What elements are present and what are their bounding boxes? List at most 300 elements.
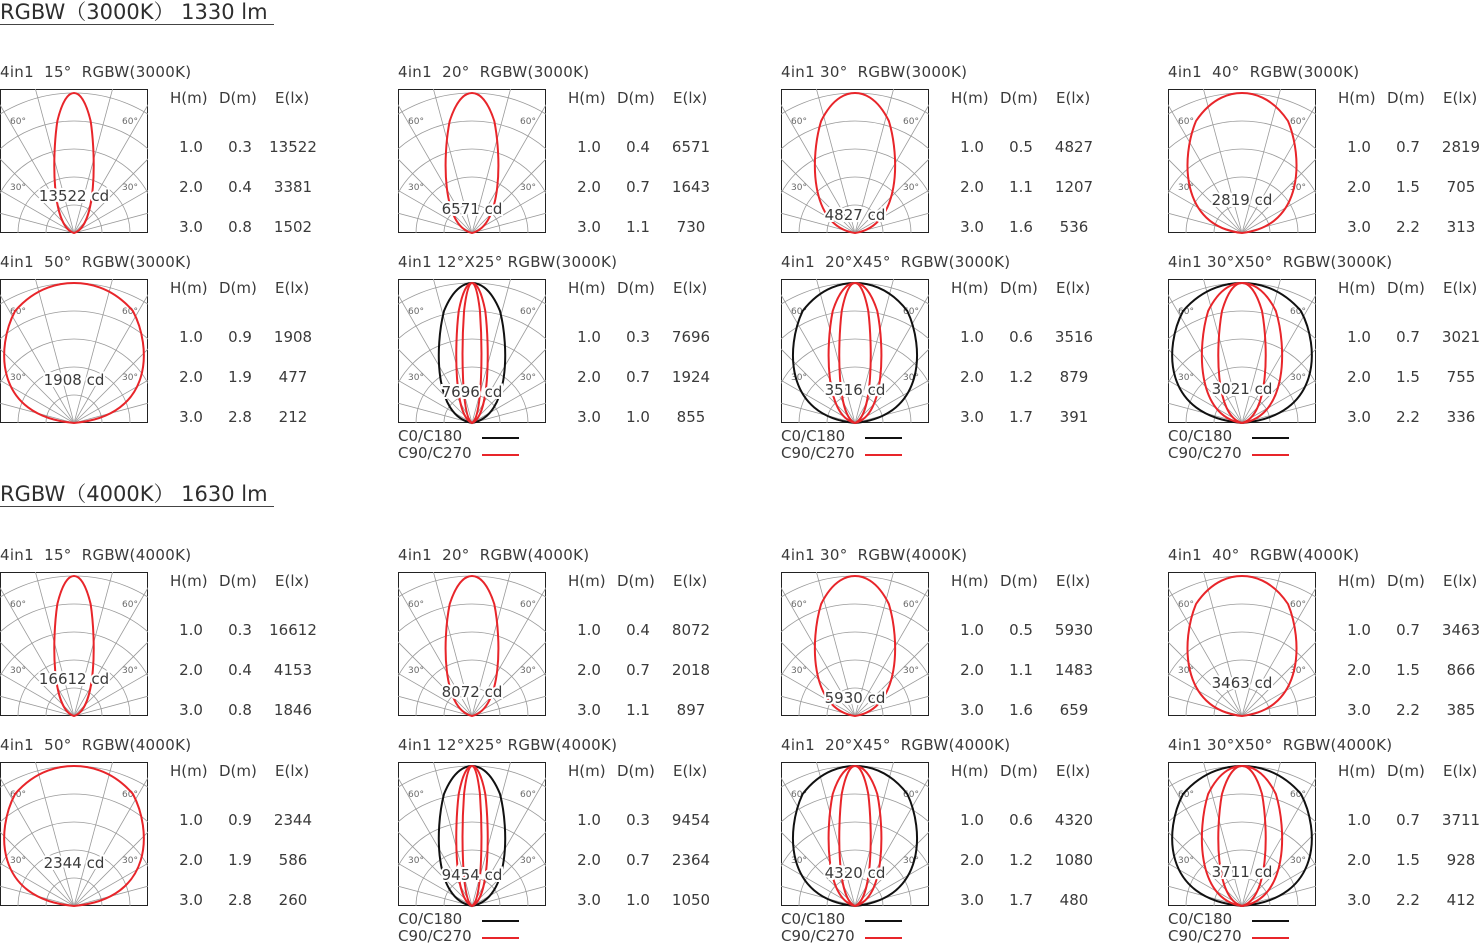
- angle-label-30-left: 30°: [10, 666, 26, 676]
- table-header-e: E(lx): [1056, 572, 1091, 590]
- table-cell-e: 855: [676, 408, 706, 426]
- angle-label-30-left: 30°: [408, 666, 424, 676]
- table-cell-e: 9454: [671, 811, 711, 829]
- table-cell-e: 6571: [671, 138, 711, 156]
- table-cell-d: 1.1: [1009, 178, 1033, 196]
- angle-label-30-left: 30°: [791, 666, 807, 676]
- table-cell-e: 1080: [1054, 851, 1094, 869]
- table-cell-e: 3516: [1054, 328, 1094, 346]
- table-cell-d: 2.2: [1396, 891, 1420, 909]
- panel-title: 4in1 12°X25° RGBW(3000K): [398, 253, 618, 271]
- table-cell-d: 0.9: [228, 328, 252, 346]
- beam-curve-c90-inner: [1218, 766, 1265, 906]
- table-cell-e: 313: [1446, 218, 1476, 236]
- table-header-d: D(m): [617, 89, 655, 107]
- legend-c90-label: C90/C270: [398, 444, 472, 462]
- table-cell-d: 1.9: [228, 851, 252, 869]
- angle-label-30-left: 30°: [791, 856, 807, 866]
- table-header-e: E(lx): [1443, 279, 1478, 297]
- angle-label-60-left: 60°: [791, 307, 807, 317]
- table-header-e: E(lx): [275, 762, 310, 780]
- angle-label-60-right: 60°: [520, 117, 536, 127]
- peak-intensity-label: 2344 cd: [43, 854, 105, 872]
- angle-label-30-left: 30°: [791, 373, 807, 383]
- table-cell-h: 1.0: [960, 621, 984, 639]
- angle-label-60-left: 60°: [408, 117, 424, 127]
- table-cell-h: 3.0: [179, 218, 203, 236]
- angle-label-60-left: 60°: [10, 117, 26, 127]
- table-cell-h: 1.0: [960, 328, 984, 346]
- table-header-d: D(m): [1000, 279, 1038, 297]
- table-cell-e: 7696: [671, 328, 711, 346]
- panel-title: 4in1 12°X25° RGBW(4000K): [398, 736, 618, 754]
- table-header-e: E(lx): [673, 279, 708, 297]
- angle-label-30-right: 30°: [122, 183, 138, 193]
- table-header-e: E(lx): [275, 89, 310, 107]
- photometric-panel: [781, 736, 1111, 945]
- beam-curve-c90-c270: [1202, 766, 1282, 906]
- grid-radial: [0, 267, 74, 423]
- polar-intensity-chart: [781, 89, 929, 233]
- table-cell-d: 0.6: [1009, 328, 1033, 346]
- table-cell-e: 586: [278, 851, 308, 869]
- table-cell-d: 0.7: [626, 368, 650, 386]
- angle-label-60-right: 60°: [903, 600, 919, 610]
- curve-legend: [1168, 911, 1242, 945]
- table-cell-h: 3.0: [179, 408, 203, 426]
- angle-label-30-left: 30°: [10, 183, 26, 193]
- table-cell-e: 336: [1446, 408, 1476, 426]
- beam-curve-c90-c270: [54, 576, 93, 716]
- legend-c90-row: [781, 445, 855, 462]
- beam-curve-c90-inner: [839, 766, 870, 906]
- peak-intensity-label: 3711 cd: [1211, 863, 1273, 881]
- angle-label-60-left: 60°: [10, 600, 26, 610]
- angle-label-60-left: 60°: [408, 790, 424, 800]
- angle-label-60-right: 60°: [1290, 790, 1306, 800]
- table-cell-h: 1.0: [1347, 328, 1371, 346]
- table-cell-d: 0.3: [626, 811, 650, 829]
- legend-c0-line: [482, 437, 519, 439]
- table-cell-d: 1.2: [1009, 368, 1033, 386]
- angle-label-30-left: 30°: [1178, 856, 1194, 866]
- table-cell-e: 4320: [1054, 811, 1094, 829]
- table-cell-h: 3.0: [179, 891, 203, 909]
- angle-label-30-right: 30°: [903, 183, 919, 193]
- table-cell-e: 866: [1446, 661, 1476, 679]
- angle-label-30-right: 30°: [520, 373, 536, 383]
- table-cell-d: 0.3: [228, 621, 252, 639]
- polar-intensity-chart: [398, 762, 546, 906]
- table-header-d: D(m): [1387, 572, 1425, 590]
- beam-curve-c90-c270: [4, 283, 144, 423]
- table-header-d: D(m): [1387, 279, 1425, 297]
- polar-intensity-chart: [398, 279, 546, 423]
- legend-c90-line: [865, 937, 902, 939]
- table-cell-d: 1.6: [1009, 218, 1033, 236]
- angle-label-30-left: 30°: [1178, 666, 1194, 676]
- legend-c0-line: [865, 920, 902, 922]
- panel-title: 4in1 40° RGBW(4000K): [1168, 546, 1360, 564]
- beam-curve-c90-c270: [54, 93, 93, 233]
- table-cell-e: 705: [1446, 178, 1476, 196]
- photometric-panel: [1168, 253, 1481, 462]
- table-header-h: H(m): [951, 89, 989, 107]
- angle-label-60-left: 60°: [1178, 790, 1194, 800]
- polar-intensity-chart: [781, 279, 929, 423]
- table-header-e: E(lx): [673, 572, 708, 590]
- peak-intensity-label: 4320 cd: [824, 864, 886, 882]
- table-header-h: H(m): [951, 762, 989, 780]
- beam-curve-c90-c270: [1187, 93, 1296, 233]
- table-cell-e: 659: [1059, 701, 1089, 719]
- table-header-h: H(m): [170, 572, 208, 590]
- photometric-panel: [398, 253, 728, 462]
- angle-label-60-left: 60°: [10, 790, 26, 800]
- table-cell-h: 1.0: [179, 621, 203, 639]
- legend-c0-label: C0/C180: [1168, 910, 1233, 928]
- table-cell-e: 3021: [1441, 328, 1481, 346]
- grid-radial: [0, 77, 74, 233]
- table-cell-d: 0.7: [1396, 621, 1420, 639]
- legend-c90-row: [1168, 445, 1242, 462]
- angle-label-30-left: 30°: [408, 856, 424, 866]
- angle-label-60-right: 60°: [520, 307, 536, 317]
- angle-label-30-left: 30°: [408, 183, 424, 193]
- table-header-h: H(m): [1338, 572, 1376, 590]
- table-cell-h: 1.0: [577, 621, 601, 639]
- peak-intensity-label: 3516 cd: [824, 381, 886, 399]
- table-cell-d: 2.8: [228, 891, 252, 909]
- panel-title: 4in1 20°X45° RGBW(4000K): [781, 736, 1011, 754]
- table-cell-d: 2.2: [1396, 408, 1420, 426]
- table-header-d: D(m): [1000, 89, 1038, 107]
- angle-label-30-left: 30°: [1178, 373, 1194, 383]
- table-header-e: E(lx): [1443, 89, 1478, 107]
- table-cell-d: 0.7: [626, 178, 650, 196]
- legend-c90-label: C90/C270: [1168, 927, 1242, 945]
- table-cell-e: 3381: [273, 178, 313, 196]
- table-cell-e: 260: [278, 891, 308, 909]
- table-header-h: H(m): [170, 762, 208, 780]
- panel-title: 4in1 30°X50° RGBW(4000K): [1168, 736, 1393, 754]
- table-header-h: H(m): [951, 279, 989, 297]
- legend-c90-row: [781, 928, 855, 945]
- curve-legend: [781, 428, 855, 462]
- table-cell-e: 1207: [1054, 178, 1094, 196]
- table-cell-h: 2.0: [1347, 178, 1371, 196]
- table-header-d: D(m): [219, 89, 257, 107]
- panel-title: 4in1 40° RGBW(3000K): [1168, 63, 1360, 81]
- table-cell-h: 3.0: [960, 891, 984, 909]
- table-cell-d: 2.2: [1396, 218, 1420, 236]
- grid-radial: [0, 750, 74, 906]
- table-header-d: D(m): [219, 762, 257, 780]
- angle-label-60-left: 60°: [791, 790, 807, 800]
- beam-curve-c90-c270: [1202, 283, 1282, 423]
- legend-c90-label: C90/C270: [781, 444, 855, 462]
- table-cell-d: 0.7: [1396, 811, 1420, 829]
- photometric-panel: [781, 63, 1111, 248]
- table-cell-d: 0.3: [626, 328, 650, 346]
- table-cell-e: 5930: [1054, 621, 1094, 639]
- table-cell-e: 2344: [273, 811, 313, 829]
- angle-label-30-left: 30°: [10, 856, 26, 866]
- angle-label-60-right: 60°: [1290, 117, 1306, 127]
- table-cell-d: 1.1: [626, 218, 650, 236]
- grid-radial: [0, 560, 74, 716]
- polar-intensity-chart: [781, 762, 929, 906]
- angle-label-30-left: 30°: [791, 183, 807, 193]
- legend-c90-row: [398, 928, 472, 945]
- angle-label-30-right: 30°: [903, 856, 919, 866]
- table-header-h: H(m): [1338, 89, 1376, 107]
- table-header-h: H(m): [568, 279, 606, 297]
- table-cell-e: 730: [676, 218, 706, 236]
- legend-c90-line: [1252, 454, 1289, 456]
- polar-intensity-chart: [1168, 279, 1316, 423]
- peak-intensity-label: 3463 cd: [1211, 674, 1273, 692]
- peak-intensity-label: 7696 cd: [441, 383, 503, 401]
- table-cell-e: 212: [278, 408, 308, 426]
- table-header-e: E(lx): [673, 762, 708, 780]
- table-cell-e: 1924: [671, 368, 711, 386]
- table-header-h: H(m): [1338, 279, 1376, 297]
- table-cell-h: 2.0: [960, 178, 984, 196]
- table-header-h: H(m): [568, 572, 606, 590]
- table-header-h: H(m): [170, 279, 208, 297]
- angle-label-30-right: 30°: [122, 856, 138, 866]
- peak-intensity-label: 4827 cd: [824, 206, 886, 224]
- table-cell-d: 1.6: [1009, 701, 1033, 719]
- table-header-d: D(m): [219, 572, 257, 590]
- photometric-panel: [0, 546, 330, 731]
- beam-curve-c0-c180: [1172, 283, 1312, 423]
- table-header-e: E(lx): [1056, 89, 1091, 107]
- table-cell-d: 1.2: [1009, 851, 1033, 869]
- table-cell-d: 0.7: [626, 661, 650, 679]
- peak-intensity-label: 6571 cd: [441, 200, 503, 218]
- angle-label-60-right: 60°: [1290, 600, 1306, 610]
- table-cell-h: 3.0: [1347, 701, 1371, 719]
- table-header-h: H(m): [568, 762, 606, 780]
- photometric-panel: [1168, 63, 1481, 248]
- table-cell-e: 928: [1446, 851, 1476, 869]
- curve-legend: [781, 911, 855, 945]
- table-cell-e: 477: [278, 368, 308, 386]
- table-cell-e: 1846: [273, 701, 313, 719]
- table-cell-h: 1.0: [577, 138, 601, 156]
- beam-curve-c0-c180: [439, 766, 505, 906]
- table-cell-e: 755: [1446, 368, 1476, 386]
- table-cell-d: 1.5: [1396, 851, 1420, 869]
- angle-label-60-right: 60°: [1290, 307, 1306, 317]
- table-cell-h: 2.0: [577, 178, 601, 196]
- table-cell-e: 412: [1446, 891, 1476, 909]
- table-header-e: E(lx): [673, 89, 708, 107]
- peak-intensity-label: 3021 cd: [1211, 380, 1273, 398]
- table-cell-e: 1050: [671, 891, 711, 909]
- polar-intensity-chart: [0, 572, 148, 716]
- table-cell-h: 2.0: [179, 661, 203, 679]
- photometric-panel: [1168, 546, 1481, 731]
- beam-curve-c0-c180: [439, 283, 505, 423]
- polar-intensity-chart: [1168, 762, 1316, 906]
- panel-title: 4in1 15° RGBW(4000K): [0, 546, 192, 564]
- table-cell-h: 2.0: [179, 368, 203, 386]
- peak-intensity-label: 1908 cd: [43, 371, 105, 389]
- table-cell-h: 3.0: [577, 408, 601, 426]
- table-cell-d: 1.1: [626, 701, 650, 719]
- table-cell-e: 2364: [671, 851, 711, 869]
- table-cell-d: 0.4: [626, 621, 650, 639]
- panel-title: 4in1 30° RGBW(3000K): [781, 63, 968, 81]
- angle-label-60-left: 60°: [791, 117, 807, 127]
- table-header-h: H(m): [1338, 762, 1376, 780]
- legend-c0-label: C0/C180: [781, 910, 846, 928]
- table-header-d: D(m): [1387, 762, 1425, 780]
- peak-intensity-label: 2819 cd: [1211, 191, 1273, 209]
- legend-c90-label: C90/C270: [398, 927, 472, 945]
- polar-intensity-chart: [398, 89, 546, 233]
- legend-c0-line: [1252, 920, 1289, 922]
- angle-label-60-right: 60°: [122, 117, 138, 127]
- angle-label-60-right: 60°: [520, 600, 536, 610]
- table-header-h: H(m): [568, 89, 606, 107]
- table-cell-h: 3.0: [960, 408, 984, 426]
- table-header-e: E(lx): [1056, 279, 1091, 297]
- table-header-e: E(lx): [275, 572, 310, 590]
- table-header-e: E(lx): [1056, 762, 1091, 780]
- angle-label-30-right: 30°: [1290, 373, 1306, 383]
- table-header-h: H(m): [170, 89, 208, 107]
- table-cell-e: 4153: [273, 661, 313, 679]
- angle-label-30-left: 30°: [10, 373, 26, 383]
- table-cell-e: 3711: [1441, 811, 1481, 829]
- panel-title: 4in1 30° RGBW(4000K): [781, 546, 968, 564]
- angle-label-30-right: 30°: [122, 373, 138, 383]
- table-header-e: E(lx): [275, 279, 310, 297]
- photometric-panel: [398, 546, 728, 731]
- panel-title: 4in1 20°X45° RGBW(3000K): [781, 253, 1011, 271]
- polar-intensity-chart: [0, 89, 148, 233]
- table-header-d: D(m): [219, 279, 257, 297]
- table-cell-d: 1.1: [1009, 661, 1033, 679]
- table-header-d: D(m): [617, 762, 655, 780]
- legend-c0-row: [781, 428, 855, 445]
- angle-label-60-right: 60°: [122, 790, 138, 800]
- table-cell-e: 2819: [1441, 138, 1481, 156]
- table-cell-h: 2.0: [179, 178, 203, 196]
- photometric-panel: [781, 546, 1111, 731]
- legend-c90-line: [1252, 937, 1289, 939]
- table-cell-e: 3463: [1441, 621, 1481, 639]
- table-cell-h: 2.0: [960, 368, 984, 386]
- table-cell-e: 1502: [273, 218, 313, 236]
- angle-label-60-right: 60°: [520, 790, 536, 800]
- angle-label-30-right: 30°: [903, 666, 919, 676]
- curve-legend: [398, 428, 472, 462]
- angle-label-30-right: 30°: [122, 666, 138, 676]
- peak-intensity-label: 5930 cd: [824, 689, 886, 707]
- legend-c0-line: [482, 920, 519, 922]
- table-cell-h: 2.0: [577, 661, 601, 679]
- table-cell-d: 0.7: [1396, 138, 1420, 156]
- table-cell-d: 2.8: [228, 408, 252, 426]
- panel-title: 4in1 50° RGBW(3000K): [0, 253, 192, 271]
- table-cell-h: 1.0: [1347, 138, 1371, 156]
- table-cell-d: 1.0: [626, 891, 650, 909]
- angle-label-30-right: 30°: [1290, 856, 1306, 866]
- legend-c0-label: C0/C180: [398, 910, 463, 928]
- angle-label-60-left: 60°: [1178, 307, 1194, 317]
- legend-c0-row: [1168, 428, 1242, 445]
- panel-title: 4in1 20° RGBW(3000K): [398, 63, 590, 81]
- table-cell-e: 13522: [269, 138, 317, 156]
- panel-title: 4in1 30°X50° RGBW(3000K): [1168, 253, 1393, 271]
- photometric-panel: [781, 253, 1111, 462]
- table-header-e: E(lx): [1443, 762, 1478, 780]
- legend-c0-line: [1252, 437, 1289, 439]
- section-title: RGBW（4000K） 1630 lm: [0, 482, 274, 507]
- angle-label-30-right: 30°: [903, 373, 919, 383]
- angle-label-60-right: 60°: [903, 307, 919, 317]
- legend-c90-line: [865, 454, 902, 456]
- table-header-e: E(lx): [1443, 572, 1478, 590]
- table-cell-h: 2.0: [179, 851, 203, 869]
- legend-c0-row: [781, 911, 855, 928]
- photometric-panel: [398, 63, 728, 248]
- table-cell-d: 1.5: [1396, 368, 1420, 386]
- table-cell-e: 2018: [671, 661, 711, 679]
- angle-label-30-right: 30°: [520, 856, 536, 866]
- table-cell-d: 0.3: [228, 138, 252, 156]
- legend-c90-label: C90/C270: [781, 927, 855, 945]
- angle-label-30-left: 30°: [1178, 183, 1194, 193]
- table-cell-h: 2.0: [1347, 851, 1371, 869]
- table-header-d: D(m): [1000, 762, 1038, 780]
- table-cell-d: 0.5: [1009, 621, 1033, 639]
- polar-intensity-chart: [398, 572, 546, 716]
- polar-intensity-chart: [1168, 89, 1316, 233]
- table-cell-h: 2.0: [577, 368, 601, 386]
- beam-curve-c90-inner: [463, 283, 482, 423]
- table-cell-d: 0.9: [228, 811, 252, 829]
- table-cell-h: 2.0: [960, 661, 984, 679]
- photometric-panel: [398, 736, 728, 945]
- table-cell-h: 3.0: [960, 218, 984, 236]
- table-cell-h: 1.0: [960, 138, 984, 156]
- table-cell-h: 1.0: [1347, 621, 1371, 639]
- beam-curve-c90-inner: [1218, 283, 1265, 423]
- panel-title: 4in1 20° RGBW(4000K): [398, 546, 590, 564]
- table-cell-e: 1643: [671, 178, 711, 196]
- angle-label-60-right: 60°: [122, 600, 138, 610]
- table-header-d: D(m): [617, 572, 655, 590]
- legend-c90-row: [398, 445, 472, 462]
- table-cell-d: 0.4: [626, 138, 650, 156]
- table-cell-e: 391: [1059, 408, 1089, 426]
- panel-title: 4in1 50° RGBW(4000K): [0, 736, 192, 754]
- angle-label-60-left: 60°: [10, 307, 26, 317]
- photometric-panel: [0, 253, 330, 438]
- table-cell-e: 480: [1059, 891, 1089, 909]
- photometric-panel: [0, 736, 330, 921]
- angle-label-60-right: 60°: [903, 117, 919, 127]
- curve-legend: [398, 911, 472, 945]
- photometric-panel: [1168, 736, 1481, 945]
- table-cell-d: 1.7: [1009, 891, 1033, 909]
